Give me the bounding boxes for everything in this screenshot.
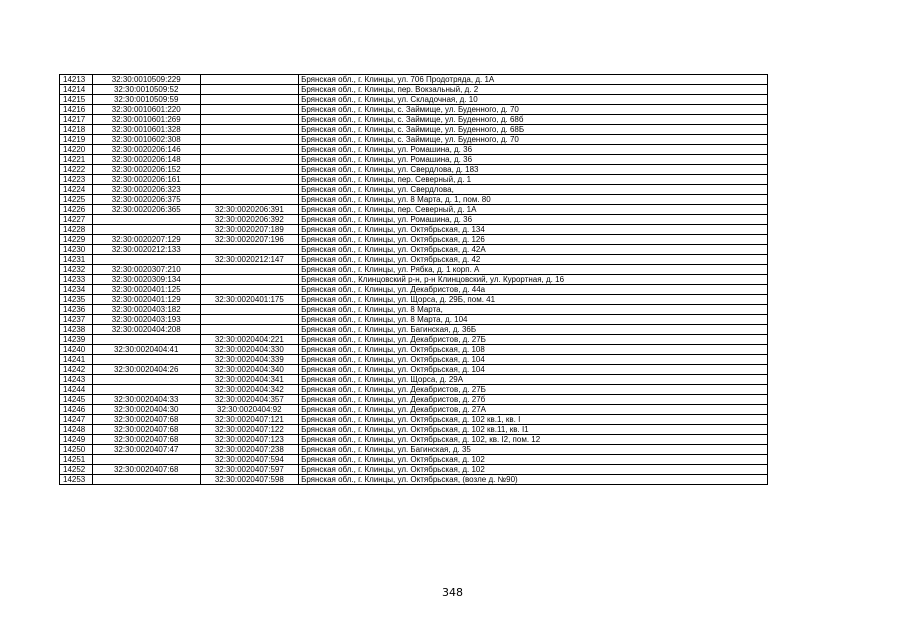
cadastral-number-cell: 32:30:0010509:59 — [92, 95, 200, 105]
cadastral-number-cell: 32:30:0020403:182 — [92, 305, 200, 315]
linked-cadastral-number-cell: 32:30:0020407:598 — [200, 475, 299, 485]
cadastral-number-cell: 32:30:0020309:134 — [92, 275, 200, 285]
cadastral-number-cell: 32:30:0020206:146 — [92, 145, 200, 155]
cadastral-number-cell: 32:30:0020206:152 — [92, 165, 200, 175]
table-row — [60, 395, 768, 405]
address-cell: Брянская обл., г. Клинцы, ул. Свердлова, д. 183 — [299, 165, 768, 175]
address-cell: Брянская обл., г. Клинцы, ул. Октябрьская, д. 104 — [299, 355, 768, 365]
table-row — [60, 385, 768, 395]
linked-cadastral-number-cell — [200, 115, 299, 125]
table-row — [60, 145, 768, 155]
cadastral-number-cell: 32:30:0020403:193 — [92, 315, 200, 325]
cadastral-number-cell — [92, 335, 200, 345]
table-row — [60, 235, 768, 245]
row-number-cell: 14240 — [60, 345, 93, 355]
linked-cadastral-number-cell — [200, 145, 299, 155]
table-row — [60, 475, 768, 485]
row-number-cell: 14245 — [60, 395, 93, 405]
linked-cadastral-number-cell: 32:30:0020206:391 — [200, 205, 299, 215]
table-row — [60, 435, 768, 445]
address-cell: Брянская обл., г. Клинцы, ул. 8 Марта, д. 1, пом. 80 — [299, 195, 768, 205]
linked-cadastral-number-cell — [200, 185, 299, 195]
row-number-cell: 14220 — [60, 145, 93, 155]
address-cell: Брянская обл., г. Клинцы, ул. Ромашина, д. 36 — [299, 155, 768, 165]
linked-cadastral-number-cell — [200, 85, 299, 95]
linked-cadastral-number-cell: 32:30:0020407:594 — [200, 455, 299, 465]
cadastral-number-cell: 32:30:0010602:308 — [92, 135, 200, 145]
address-cell: Брянская обл., г. Клинцы, с. Займище, ул. Буденного, д. 70 — [299, 105, 768, 115]
row-number-cell: 14238 — [60, 325, 93, 335]
row-number-cell: 14225 — [60, 195, 93, 205]
table-row — [60, 455, 768, 465]
linked-cadastral-number-cell — [200, 315, 299, 325]
table-row — [60, 425, 768, 435]
cadastral-number-cell: 32:30:0010509:229 — [92, 75, 200, 85]
cadastral-number-cell: 32:30:0020212:133 — [92, 245, 200, 255]
row-number-cell: 14249 — [60, 435, 93, 445]
cadastral-number-cell: 32:30:0020401:129 — [92, 295, 200, 305]
table-row — [60, 465, 768, 475]
table-row — [60, 175, 768, 185]
address-cell: Брянская обл., г. Клинцы, ул. Декабристов, д. 27б — [299, 395, 768, 405]
linked-cadastral-number-cell — [200, 155, 299, 165]
cadastral-number-cell: 32:30:0010601:220 — [92, 105, 200, 115]
address-cell: Брянская обл., г. Клинцы, ул. Складочная, д. 10 — [299, 95, 768, 105]
linked-cadastral-number-cell — [200, 75, 299, 85]
table-row — [60, 105, 768, 115]
table-row — [60, 335, 768, 345]
table-row — [60, 155, 768, 165]
cadastral-number-cell: 32:30:0020404:41 — [92, 345, 200, 355]
address-cell: Брянская обл., г. Клинцы, ул. Щорса, д. 29А — [299, 375, 768, 385]
table-row — [60, 265, 768, 275]
address-cell: Брянская обл., г. Клинцы, ул. Багинская, д. 36Б — [299, 325, 768, 335]
address-cell: Брянская обл., г. Клинцы, ул. Щорса, д. 29Б, пом. 41 — [299, 295, 768, 305]
address-cell: Брянская обл., г. Клинцы, ул. Октябрьская, д. 102 кв.11, кв. I1 — [299, 425, 768, 435]
table-row — [60, 275, 768, 285]
row-number-cell: 14224 — [60, 185, 93, 195]
row-number-cell: 14237 — [60, 315, 93, 325]
address-cell: Брянская обл., г. Клинцы, ул. Октябрьская, д. 108 — [299, 345, 768, 355]
table-row — [60, 365, 768, 375]
table-row — [60, 405, 768, 415]
page-number: 348 — [442, 586, 463, 599]
linked-cadastral-number-cell: 32:30:0020404:342 — [200, 385, 299, 395]
linked-cadastral-number-cell — [200, 135, 299, 145]
table-row — [60, 415, 768, 425]
table-row — [60, 255, 768, 265]
linked-cadastral-number-cell: 32:30:0020407:123 — [200, 435, 299, 445]
row-number-cell: 14253 — [60, 475, 93, 485]
table-row — [60, 185, 768, 195]
linked-cadastral-number-cell: 32:30:0020404:357 — [200, 395, 299, 405]
address-cell: Брянская обл., г. Клинцы, ул. Декабристов, д. 27А — [299, 405, 768, 415]
address-cell: Брянская обл., г. Клинцы, ул. Декабристов, д. 44а — [299, 285, 768, 295]
address-cell: Брянская обл., г. Клинцы, ул. 706 Продотряда, д. 1А — [299, 75, 768, 85]
row-number-cell: 14223 — [60, 175, 93, 185]
linked-cadastral-number-cell: 32:30:0020404:340 — [200, 365, 299, 375]
table-row — [60, 125, 768, 135]
cadastral-number-cell — [92, 225, 200, 235]
row-number-cell: 14221 — [60, 155, 93, 165]
address-cell: Брянская обл., г. Клинцы, ул. Октябрьская, д. 126 — [299, 235, 768, 245]
table-row — [60, 325, 768, 335]
cadastral-number-cell — [92, 215, 200, 225]
row-number-cell: 14227 — [60, 215, 93, 225]
table-row — [60, 135, 768, 145]
row-number-cell: 14217 — [60, 115, 93, 125]
row-number-cell: 14218 — [60, 125, 93, 135]
table-row — [60, 225, 768, 235]
table-row — [60, 355, 768, 365]
address-cell: Брянская обл., г. Клинцы, ул. Ромашина, д. 36 — [299, 215, 768, 225]
linked-cadastral-number-cell — [200, 125, 299, 135]
table-row — [60, 95, 768, 105]
row-number-cell: 14226 — [60, 205, 93, 215]
address-cell: Брянская обл., г. Клинцы, ул. Багинская, д. 35 — [299, 445, 768, 455]
linked-cadastral-number-cell: 32:30:0020207:189 — [200, 225, 299, 235]
address-cell: Брянская обл., г. Клинцы, ул. Октябрьская, д. 102 — [299, 455, 768, 465]
row-number-cell: 14252 — [60, 465, 93, 475]
linked-cadastral-number-cell: 32:30:0020404:330 — [200, 345, 299, 355]
address-cell: Брянская обл., г. Клинцы, ул. Октябрьская, д. 42А — [299, 245, 768, 255]
address-cell: Брянская обл., г. Клинцы, ул. Ромашина, д. 36 — [299, 145, 768, 155]
cadastral-number-cell — [92, 475, 200, 485]
address-cell: Брянская обл., г. Клинцы, ул. Декабристов, д. 27Б — [299, 385, 768, 395]
address-cell: Брянская обл., г. Клинцы, пер. Вокзальный, д. 2 — [299, 85, 768, 95]
row-number-cell: 14236 — [60, 305, 93, 315]
cadastral-number-cell: 32:30:0020206:161 — [92, 175, 200, 185]
cadastral-number-cell — [92, 255, 200, 265]
linked-cadastral-number-cell — [200, 325, 299, 335]
registry-table — [59, 74, 768, 485]
cadastral-number-cell: 32:30:0010601:269 — [92, 115, 200, 125]
row-number-cell: 14244 — [60, 385, 93, 395]
cadastral-number-cell: 32:30:0020206:323 — [92, 185, 200, 195]
cadastral-number-cell: 32:30:0020206:365 — [92, 205, 200, 215]
row-number-cell: 14243 — [60, 375, 93, 385]
cadastral-number-cell: 32:30:0020206:148 — [92, 155, 200, 165]
row-number-cell: 14213 — [60, 75, 93, 85]
linked-cadastral-number-cell — [200, 305, 299, 315]
cadastral-number-cell: 32:30:0020207:129 — [92, 235, 200, 245]
linked-cadastral-number-cell: 32:30:0020206:392 — [200, 215, 299, 225]
row-number-cell: 14234 — [60, 285, 93, 295]
table-row — [60, 295, 768, 305]
linked-cadastral-number-cell: 32:30:0020407:122 — [200, 425, 299, 435]
linked-cadastral-number-cell: 32:30:0020404:221 — [200, 335, 299, 345]
address-cell: Брянская обл., г. Клинцы, ул. Октябрьская, (возле д. №90) — [299, 475, 768, 485]
row-number-cell: 14228 — [60, 225, 93, 235]
address-cell: Брянская обл., г. Клинцы, ул. Октябрьская, д. 42 — [299, 255, 768, 265]
address-cell: Брянская обл., г. Клинцы, ул. Октябрьская, д. 104 — [299, 365, 768, 375]
address-cell: Брянская обл., г. Клинцы, с. Займище, ул. Буденного, д. 68б — [299, 115, 768, 125]
cadastral-number-cell: 32:30:0020206:375 — [92, 195, 200, 205]
cadastral-number-cell: 32:30:0020404:33 — [92, 395, 200, 405]
row-number-cell: 14246 — [60, 405, 93, 415]
linked-cadastral-number-cell: 32:30:0020401:175 — [200, 295, 299, 305]
cadastral-number-cell: 32:30:0020404:208 — [92, 325, 200, 335]
cadastral-number-cell — [92, 375, 200, 385]
linked-cadastral-number-cell — [200, 195, 299, 205]
linked-cadastral-number-cell — [200, 265, 299, 275]
address-cell: Брянская обл., г. Клинцы, с. Займище, ул. Буденного, д. 70 — [299, 135, 768, 145]
row-number-cell: 14219 — [60, 135, 93, 145]
cadastral-number-cell — [92, 385, 200, 395]
cadastral-number-cell — [92, 455, 200, 465]
table-row — [60, 285, 768, 295]
table-row — [60, 445, 768, 455]
table-row — [60, 215, 768, 225]
table-row — [60, 85, 768, 95]
row-number-cell: 14239 — [60, 335, 93, 345]
linked-cadastral-number-cell: 32:30:0020404:341 — [200, 375, 299, 385]
cadastral-number-cell: 32:30:0020404:30 — [92, 405, 200, 415]
address-cell: Брянская обл., г. Клинцы, с. Займище, ул. Буденного, д. 68Б — [299, 125, 768, 135]
linked-cadastral-number-cell — [200, 165, 299, 175]
linked-cadastral-number-cell: 32:30:0020404:92 — [200, 405, 299, 415]
linked-cadastral-number-cell: 32:30:0020207:196 — [200, 235, 299, 245]
linked-cadastral-number-cell: 32:30:0020212:147 — [200, 255, 299, 265]
cadastral-number-cell: 32:30:0020401:125 — [92, 285, 200, 295]
linked-cadastral-number-cell — [200, 95, 299, 105]
linked-cadastral-number-cell — [200, 175, 299, 185]
address-cell: Брянская обл., г. Клинцы, ул. Свердлова, — [299, 185, 768, 195]
row-number-cell: 14235 — [60, 295, 93, 305]
table-row — [60, 315, 768, 325]
cadastral-number-cell: 32:30:0020407:68 — [92, 465, 200, 475]
table-row — [60, 165, 768, 175]
table-row — [60, 245, 768, 255]
linked-cadastral-number-cell: 32:30:0020404:339 — [200, 355, 299, 365]
table-row — [60, 375, 768, 385]
linked-cadastral-number-cell — [200, 285, 299, 295]
cadastral-number-cell: 32:30:0010509:52 — [92, 85, 200, 95]
cadastral-number-cell: 32:30:0010601:328 — [92, 125, 200, 135]
linked-cadastral-number-cell: 32:30:0020407:121 — [200, 415, 299, 425]
address-cell: Брянская обл., г. Клинцы, ул. Декабристов, д. 27Б — [299, 335, 768, 345]
table-row — [60, 195, 768, 205]
table-row — [60, 115, 768, 125]
linked-cadastral-number-cell — [200, 275, 299, 285]
row-number-cell: 14231 — [60, 255, 93, 265]
table-row — [60, 205, 768, 215]
row-number-cell: 14222 — [60, 165, 93, 175]
cadastral-number-cell: 32:30:0020407:68 — [92, 425, 200, 435]
address-cell: Брянская обл., г. Клинцы, ул. 8 Марта, д. 104 — [299, 315, 768, 325]
registry-table-body — [60, 75, 768, 485]
cadastral-number-cell: 32:30:0020404:26 — [92, 365, 200, 375]
linked-cadastral-number-cell: 32:30:0020407:238 — [200, 445, 299, 455]
linked-cadastral-number-cell — [200, 105, 299, 115]
row-number-cell: 14242 — [60, 365, 93, 375]
row-number-cell: 14241 — [60, 355, 93, 365]
address-cell: Брянская обл., г. Клинцы, ул. Рябка, д. 1 корп. А — [299, 265, 768, 275]
address-cell: Брянская обл., г. Клинцы, ул. Октябрьская, д. 134 — [299, 225, 768, 235]
address-cell: Брянская обл., г. Клинцы, пер. Северный, д. 1А — [299, 205, 768, 215]
row-number-cell: 14248 — [60, 425, 93, 435]
table-row — [60, 75, 768, 85]
row-number-cell: 14216 — [60, 105, 93, 115]
row-number-cell: 14250 — [60, 445, 93, 455]
address-cell: Брянская обл., Клинцовский р-н, р-н Клинцовский, ул. Курортная, д. 16 — [299, 275, 768, 285]
linked-cadastral-number-cell — [200, 245, 299, 255]
address-cell: Брянская обл., г. Клинцы, ул. Октябрьская, д. 102 кв.1, кв. I — [299, 415, 768, 425]
row-number-cell: 14230 — [60, 245, 93, 255]
address-cell: Брянская обл., г. Клинцы, пер. Северный, д. 1 — [299, 175, 768, 185]
row-number-cell: 14247 — [60, 415, 93, 425]
address-cell: Брянская обл., г. Клинцы, ул. 8 Марта, — [299, 305, 768, 315]
cadastral-number-cell: 32:30:0020407:68 — [92, 415, 200, 425]
row-number-cell: 14215 — [60, 95, 93, 105]
address-cell: Брянская обл., г. Клинцы, ул. Октябрьская, д. 102 — [299, 465, 768, 475]
row-number-cell: 14214 — [60, 85, 93, 95]
row-number-cell: 14251 — [60, 455, 93, 465]
address-cell: Брянская обл., г. Клинцы, ул. Октябрьская, д. 102, кв. I2, пом. 12 — [299, 435, 768, 445]
row-number-cell: 14232 — [60, 265, 93, 275]
table-row — [60, 305, 768, 315]
row-number-cell: 14233 — [60, 275, 93, 285]
table-row — [60, 345, 768, 355]
cadastral-number-cell — [92, 355, 200, 365]
cadastral-number-cell: 32:30:0020407:47 — [92, 445, 200, 455]
row-number-cell: 14229 — [60, 235, 93, 245]
linked-cadastral-number-cell: 32:30:0020407:597 — [200, 465, 299, 475]
cadastral-number-cell: 32:30:0020307:210 — [92, 265, 200, 275]
cadastral-number-cell: 32:30:0020407:68 — [92, 435, 200, 445]
